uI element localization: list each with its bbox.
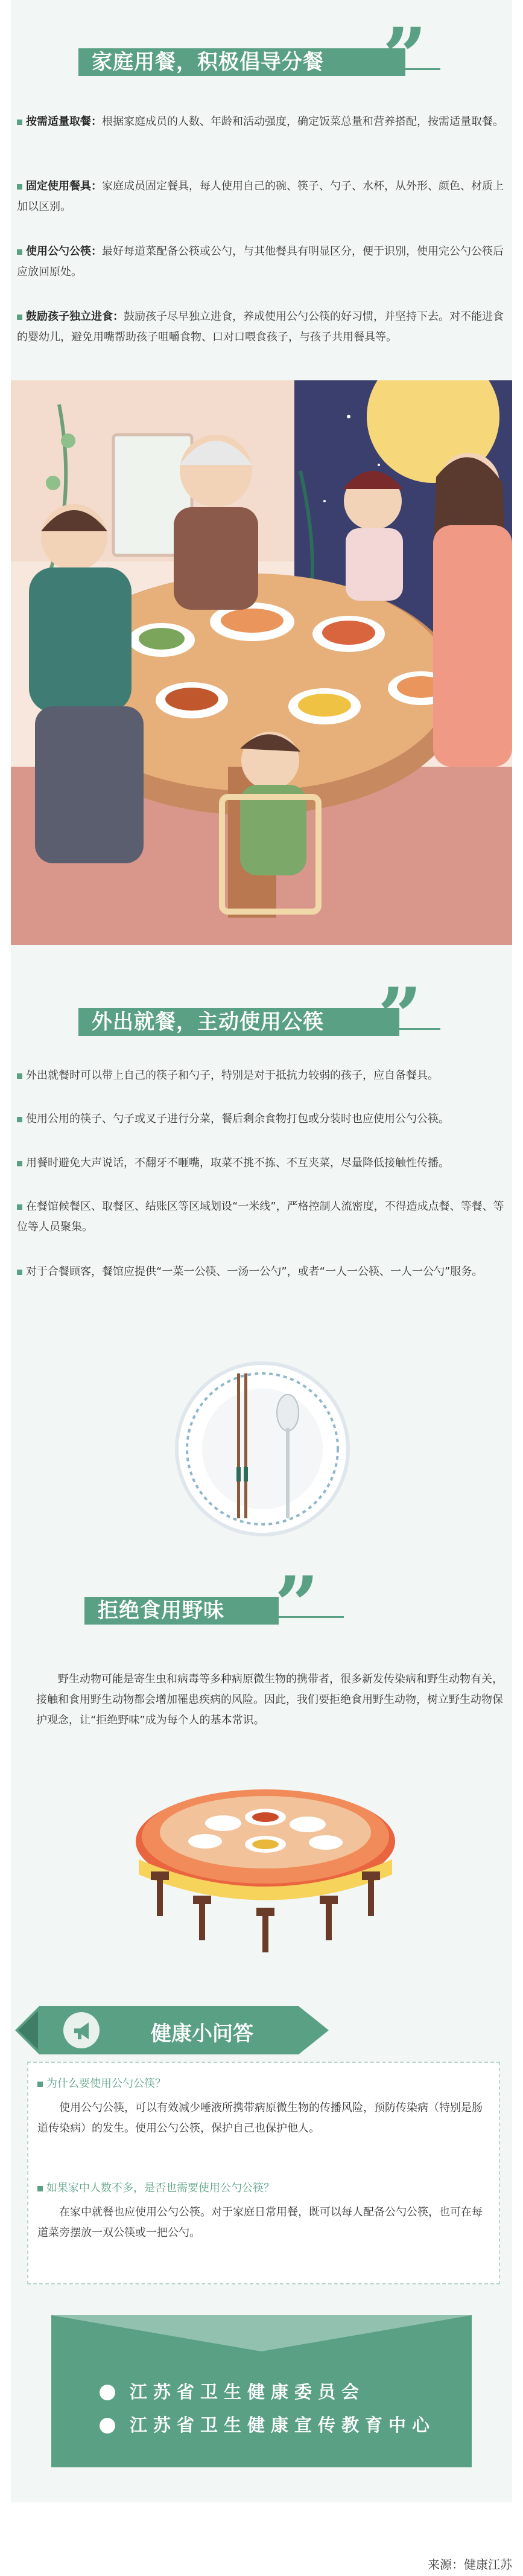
item-text: 用餐时避免大声说话，不翻牙不咂嘴，取菜不挑不拣、不互夹菜，尽量降低接触性传播。 — [26, 1157, 449, 1169]
footer-logo-icon — [100, 2385, 115, 2400]
section3-title: 拒绝食用野味 — [84, 1597, 279, 1625]
qa-box — [27, 2062, 500, 2284]
footer-logo-icon — [100, 2418, 115, 2434]
bullet-icon — [17, 1161, 22, 1166]
section2-item-4 — [17, 1197, 506, 1238]
bullet-icon — [17, 1073, 22, 1079]
item-label: 固定使用餐具： — [26, 180, 102, 193]
bullet-icon — [37, 2186, 43, 2191]
qa-answer-2: 在家中就餐也应使用公勺公筷。对于家庭日常用餐，既可以每人配备公勺公筷，也可在每道菜旁摆放一双公筷或一把公勺。 — [37, 2206, 483, 2239]
bullet-icon — [17, 249, 22, 255]
section3-paragraph: 野生动物可能是寄生虫和病毒等多种病原微生物的携带者，很多新发传染病和野生动物有关，接触和食用野生动物都会增加罹患疾病的风险。因此，我们要拒绝食用野生动物，树立野生动物保护观念，让“拒绝野味”成为每个人的基本常识。 — [36, 1673, 503, 1727]
item-text: 对于合餐顾客，餐馆应提供“一菜一公筷、一汤一公勺”，或者“一人一公筷、一人一公勺”服务。 — [26, 1265, 483, 1278]
bullet-icon — [17, 184, 22, 190]
section2-title: 外出就餐，主动使用公筷 — [78, 1008, 399, 1036]
section2-item-1 — [17, 1066, 506, 1086]
bullet-icon — [17, 1270, 22, 1275]
source-credit: 来源：健康江苏 — [428, 2557, 512, 2572]
bullet-icon — [37, 2082, 43, 2087]
bullet-icon — [17, 1204, 22, 1210]
section1-item-1 — [17, 112, 506, 132]
question-text: 为什么要使用公勺公筷？ — [46, 2077, 166, 2090]
section2-item-2 — [17, 1109, 506, 1130]
bullet-icon — [17, 1117, 22, 1122]
megaphone-icon — [71, 2019, 95, 2043]
item-text: 最好每道菜配备公筷或公勺，与其他餐具有明显区分，便于识别，使用完公勺公筷后应放回原处。 — [17, 245, 504, 278]
section1-item-2 — [17, 176, 506, 217]
section2-item-3 — [17, 1153, 506, 1174]
item-text: 在餐馆候餐区、取餐区、结账区等区域划设“一米线”，严格控制人流密度，不得造成点餐、等餐、等位等人员聚集。 — [17, 1200, 504, 1233]
section1-quote-mark: ” — [382, 11, 427, 102]
item-text: 使用公用的筷子、勺子或叉子进行分菜，餐后剩余食物打包或分装时也应使用公勺公筷。 — [26, 1113, 449, 1125]
section3-quote-mark: ” — [274, 1560, 319, 1651]
footer-org-2: 江苏省卫生健康宣传教育中心 — [130, 2415, 436, 2435]
footer-top-decoration — [51, 2315, 472, 2351]
section1-item-3 — [17, 241, 506, 283]
item-label: 鼓励孩子独立进食： — [26, 310, 124, 323]
section1-item-4 — [17, 307, 506, 348]
qa-question-1 — [37, 2074, 490, 2094]
section2-item-5 — [17, 1262, 506, 1282]
item-label: 按需适量取餐： — [26, 115, 102, 128]
item-text: 外出就餐时可以带上自己的筷子和勺子，特别是对于抵抗力较弱的孩子，应自备餐具。 — [26, 1069, 439, 1082]
question-text: 如果家中人数不多，是否也需要使用公勺公筷？ — [46, 2182, 274, 2194]
qa-question-2 — [37, 2178, 490, 2199]
qa-answer-1: 使用公勺公筷，可以有效减少唾液所携带病原微生物的传播风险，预防传染病（特别是肠道传染病）的发生。使用公勺公筷，保护自己也保护他人。 — [37, 2101, 483, 2135]
section1-title: 家庭用餐，积极倡导分餐 — [78, 48, 405, 76]
footer-org-1: 江苏省卫生健康委员会 — [130, 2382, 366, 2402]
item-label: 使用公勺公筷： — [26, 245, 102, 258]
item-text: 根据家庭成员的人数、年龄和活动强度，确定饭菜总量和营养搭配，按需适量取餐。 — [102, 115, 504, 128]
item-text: 家庭成员固定餐具，每人使用自己的碗、筷子、勺子、水杯，从外形、颜色、材质上加以区别。 — [17, 180, 504, 213]
bullet-icon — [17, 315, 22, 320]
section4-title: 健康小问答 — [151, 2022, 253, 2046]
item-text: 鼓励孩子尽早独立进食，养成使用公勺公筷的好习惯，并坚持下去。对不能进食的婴幼儿，避免用嘴帮助孩子咀嚼食物、口对口喂食孩子，与孩子共用餐具等。 — [17, 310, 504, 344]
family-dinner-drawing — [11, 380, 512, 945]
banquet-table-illustration — [115, 1769, 416, 1956]
bullet-icon — [17, 120, 22, 125]
family-dinner-illustration — [11, 380, 512, 945]
plate-chopsticks-illustration — [172, 1358, 353, 1539]
section2-quote-mark: ” — [378, 971, 422, 1062]
